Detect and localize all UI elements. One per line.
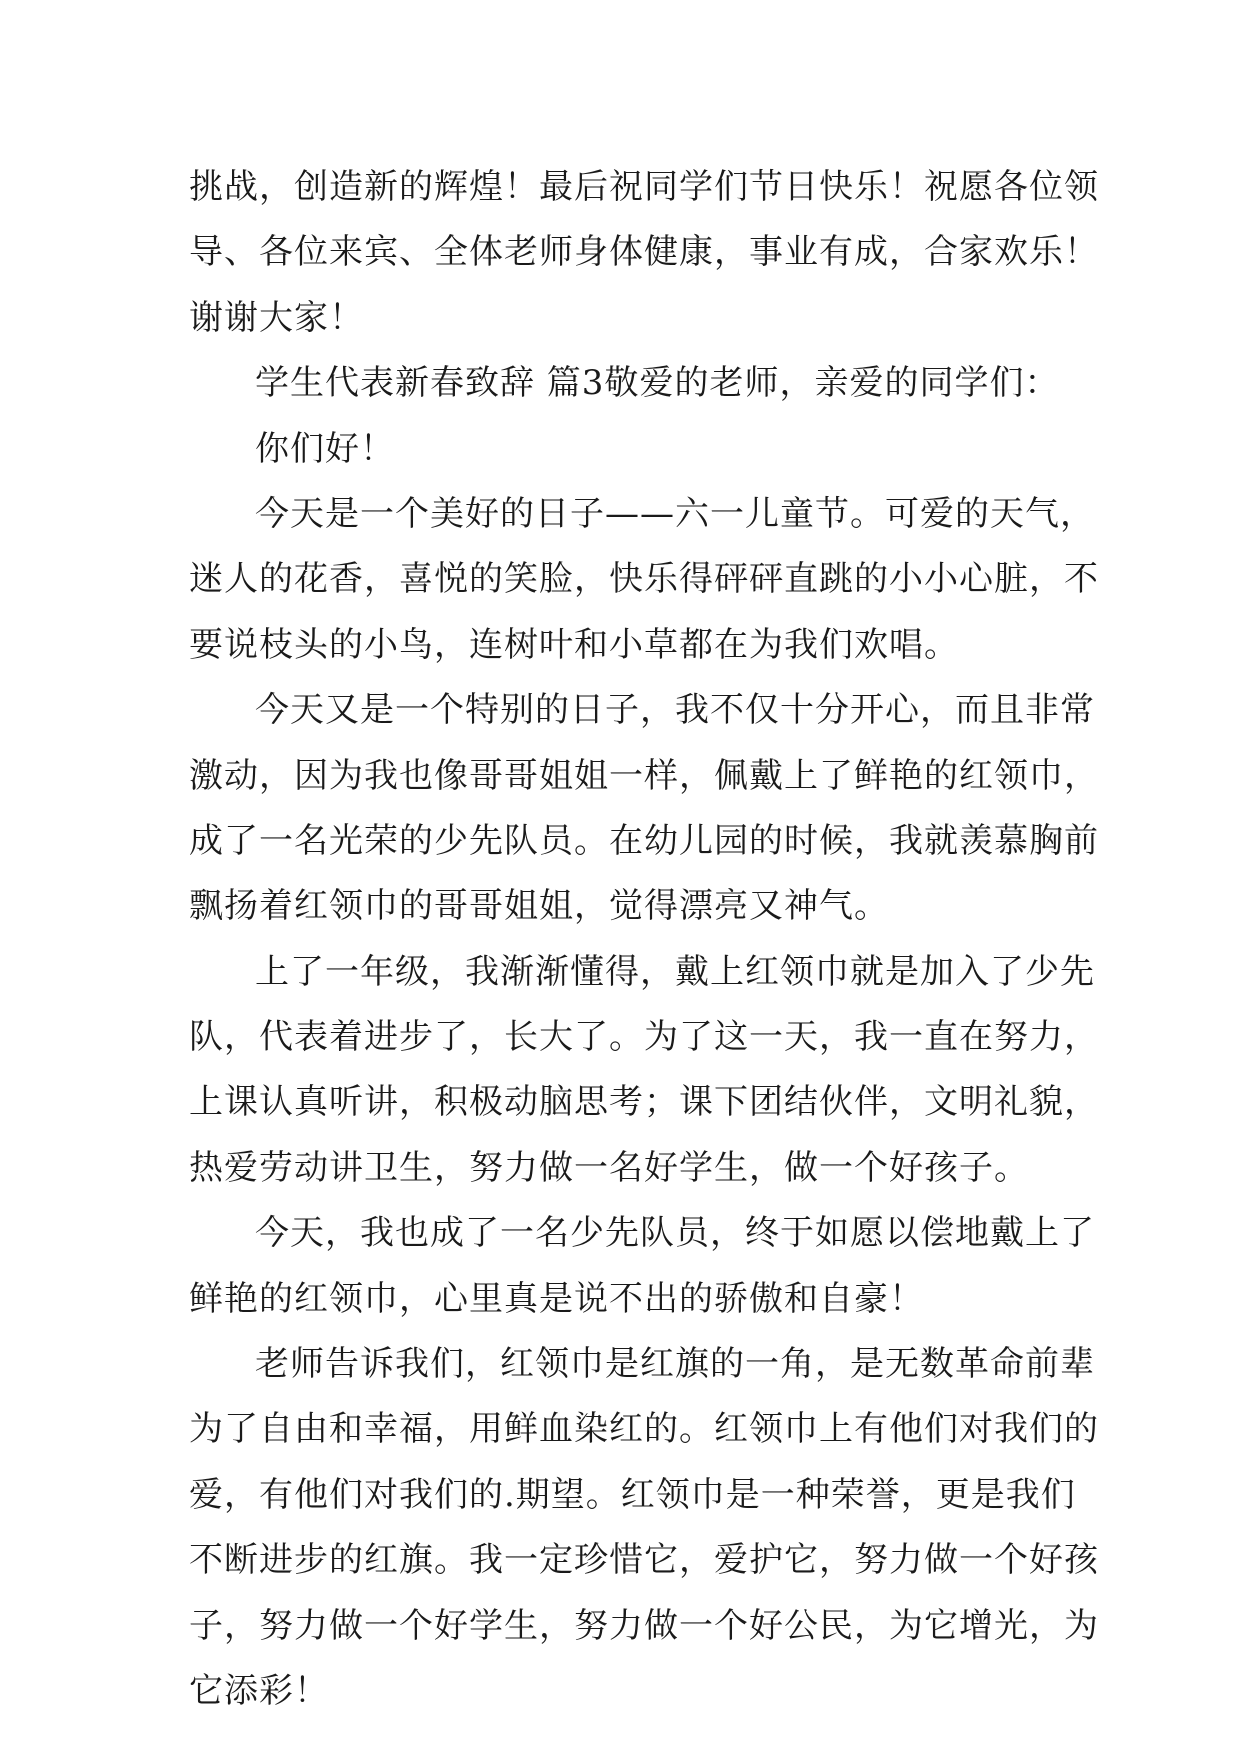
text-line: 要说枝头的小鸟，连树叶和小草都在为我们欢唱。 bbox=[189, 624, 959, 665]
text-line: 子，努力做一个好学生，努力做一个好公民，为它增光，为 bbox=[189, 1605, 1099, 1646]
paragraph-start-line: 今天是一个美好的日子——六一儿童节。可爱的天气， bbox=[255, 493, 1095, 534]
text-line: 队，代表着进步了，长大了。为了这一天，我一直在努力， bbox=[189, 1017, 1099, 1058]
greeting-line: 你们好！ bbox=[255, 428, 395, 469]
paragraph-start-line: 今天又是一个特别的日子，我不仅十分开心，而且非常 bbox=[255, 690, 1095, 731]
text-line: 热爱劳动讲卫生，努力做一名好学生，做一个好孩子。 bbox=[189, 1147, 1029, 1188]
text-line: 迷人的花香，喜悦的笑脸，快乐得砰砰直跳的小小心脏，不 bbox=[189, 559, 1099, 600]
text-line: 成了一名光荣的少先队员。在幼儿园的时候，我就羡慕胸前 bbox=[189, 820, 1099, 861]
text-line: 爱，有他们对我们的.期望。红领巾是一种荣誉，更是我们 bbox=[189, 1474, 1076, 1515]
paragraph-start-line: 老师告诉我们，红领巾是红旗的一角，是无数革命前辈 bbox=[255, 1344, 1095, 1385]
text-line: 鲜艳的红领巾，心里真是说不出的骄傲和自豪！ bbox=[189, 1278, 924, 1319]
text-line: 为了自由和幸福，用鲜血染红的。红领巾上有他们对我们的 bbox=[189, 1409, 1099, 1450]
text-line: 飘扬着红领巾的哥哥姐姐，觉得漂亮又神气。 bbox=[189, 886, 889, 927]
paragraph-start-line: 上了一年级，我渐渐懂得，戴上红领巾就是加入了少先 bbox=[255, 951, 1095, 992]
text-line: 激动，因为我也像哥哥姐姐一样，佩戴上了鲜艳的红领巾， bbox=[189, 755, 1099, 796]
text-line: 挑战，创造新的辉煌！最后祝同学们节日快乐！祝愿各位领 bbox=[189, 167, 1099, 207]
text-line: 导、各位来宾、全体老师身体健康，事业有成，合家欢乐！ bbox=[189, 232, 1099, 273]
text-line: 上课认真听讲，积极动脑思考；课下团结伙伴，文明礼貌， bbox=[189, 1082, 1099, 1123]
paragraph-start-line: 今天，我也成了一名少先队员，终于如愿以偿地戴上了 bbox=[255, 1213, 1095, 1254]
document-body bbox=[189, 155, 1099, 1724]
text-line: 谢谢大家！ bbox=[189, 297, 364, 338]
text-line: 它添彩！ bbox=[189, 1670, 329, 1711]
section-heading-line: 学生代表新春致辞 篇3敬爱的老师，亲爱的同学们： bbox=[255, 363, 1060, 404]
text-line: 不断进步的红旗。我一定珍惜它，爱护它，努力做一个好孩 bbox=[189, 1540, 1099, 1581]
